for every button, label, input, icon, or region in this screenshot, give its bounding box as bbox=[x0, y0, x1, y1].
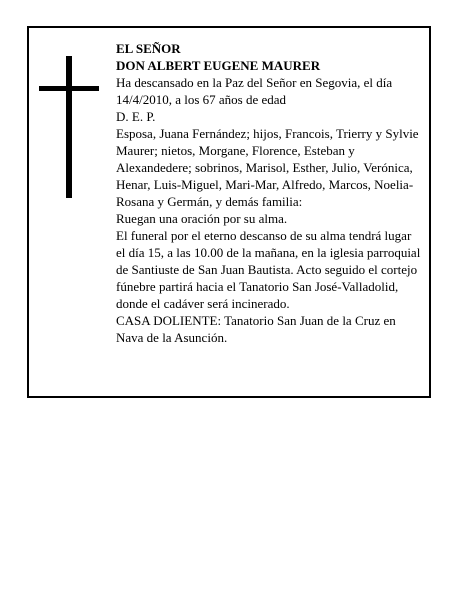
funeral-details: El funeral por el eterno descanso de su alma tendrá lugar el día 15, a las 10.00 de la mañana, en la iglesia parroquial de Santiuste de San Juan Bautista. Acto seguido el cortejo fúnebre partirá hacia el Tanatorio San José-Valladolid, donde el cadáver será incinerado. bbox=[116, 228, 421, 311]
family-list: Esposa, Juana Fernández; hijos, Francois, Trierry y Sylvie Maurer; nietos, Morgane, Florence, Esteban y Alexandedere; sobrinos, Marisol, Esther, Julio, Verónica, Henar, Luis-Miguel, Mari-Mar, Alfredo, Marcos, Noelia-Rosana y Germán, y demás familia: bbox=[116, 126, 419, 209]
heading: EL SEÑOR bbox=[116, 41, 181, 56]
deceased-name: DON ALBERT EUGENE MAURER bbox=[116, 58, 321, 73]
prayer-request: Ruegan una oración por su alma. bbox=[116, 211, 288, 226]
mourning-house: CASA DOLIENTE: Tanatorio San Juan de la Cruz en Nava de la Asunción. bbox=[116, 313, 396, 345]
rip-text: D. E. P. bbox=[116, 109, 156, 124]
obituary-text bbox=[116, 40, 422, 346]
obituary-notice bbox=[27, 26, 431, 398]
cross-icon bbox=[66, 56, 72, 198]
death-announcement: Ha descansado en la Paz del Señor en Segovia, el día 14/4/2010, a los 67 años de edad bbox=[116, 75, 393, 107]
cross-icon-crossbar bbox=[39, 86, 99, 91]
